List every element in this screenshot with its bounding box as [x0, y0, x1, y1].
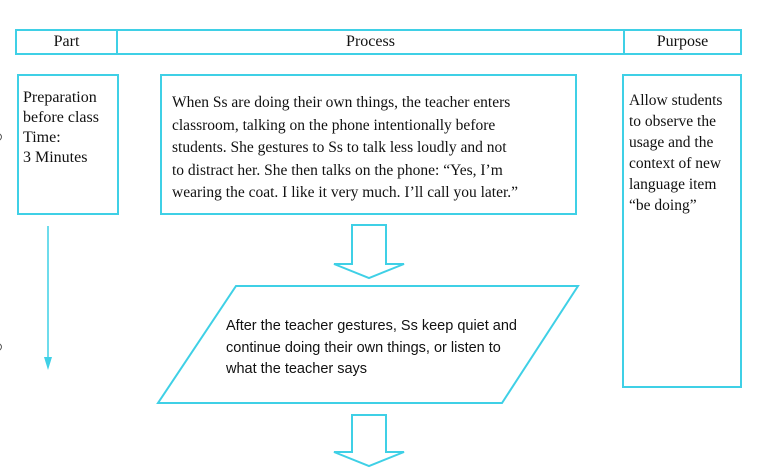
parallelogram-line: what the teacher says — [226, 361, 368, 377]
process-line: wearing the coat. I like it very much. I’ll call you later.” — [172, 184, 519, 201]
parallelogram-line: continue doing their own things, or listen to — [226, 339, 501, 356]
down-arrow-2 — [334, 415, 404, 466]
purpose-line: context of new — [629, 155, 722, 172]
purpose-line: language item — [629, 176, 717, 193]
purpose-line: Allow students — [629, 92, 723, 109]
part-line: Preparation — [23, 89, 97, 106]
process-line: classroom, talking on the phone intentionally before — [172, 116, 496, 134]
parallelogram-text — [226, 316, 556, 381]
process-line: When Ss are doing their own things, the teacher enters — [172, 94, 511, 111]
header-purpose-label: Purpose — [656, 33, 709, 50]
down-arrow-1 — [334, 225, 404, 278]
purpose-line: to observe the — [629, 113, 716, 130]
edge-mark — [0, 344, 2, 350]
header-part-label: Part — [53, 33, 80, 50]
purpose-line: usage and the — [629, 134, 714, 151]
process-line: students. She gestures to Ss to talk less loudly and not — [172, 139, 507, 156]
part-line: 3 Minutes — [23, 149, 88, 166]
edge-mark — [0, 134, 2, 140]
part-line: Time: — [23, 129, 61, 146]
header-process-label: Process — [346, 33, 395, 50]
purpose-line: “be doing” — [629, 197, 697, 214]
process-line: to distract her. She then talks on the phone: “Yes, I’m — [172, 161, 503, 179]
part-line: before class — [23, 109, 99, 126]
parallelogram-line: After the teacher gestures, Ss keep quiet and — [226, 318, 517, 334]
time-arrow — [44, 226, 52, 370]
